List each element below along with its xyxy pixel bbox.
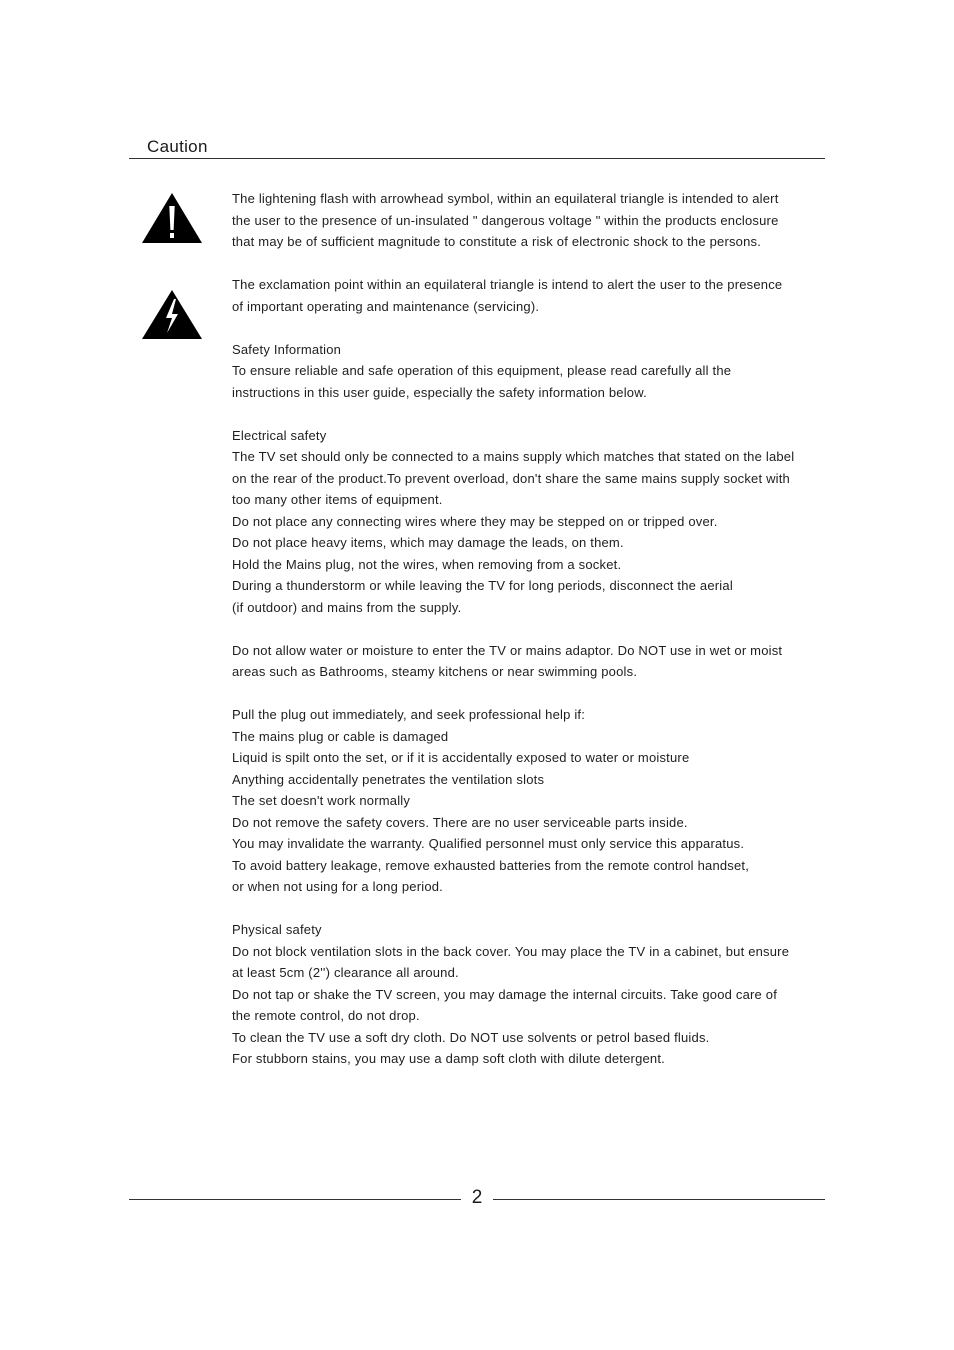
text-line: You may invalidate the warranty. Qualified personnel must only service this apparatus. — [232, 836, 745, 851]
text-line: The set doesn't work normally — [232, 793, 411, 808]
exclamation-triangle-icon — [141, 192, 203, 244]
footer-divider-left — [129, 1199, 461, 1200]
page-number: 2 — [471, 1187, 483, 1208]
text-line: Electrical safety — [232, 427, 327, 443]
text-line: areas such as Bathrooms, steamy kitchens or near swimming pools. — [232, 664, 638, 679]
text-line: Do not place any connecting wires where they may be stepped on or tripped over. — [232, 513, 718, 529]
paragraph-gap — [232, 683, 822, 705]
text-line: the user to the presence of un-insulated " dangerous voltage " within the products enclosure — [232, 212, 779, 228]
paragraph-gap — [232, 317, 822, 339]
paragraph — [232, 425, 822, 619]
paragraph-gap — [232, 898, 822, 920]
lightning-triangle-icon — [141, 289, 203, 340]
text-line: For stubborn stains, you may use a damp soft cloth with dilute detergent. — [232, 1051, 665, 1066]
paragraph — [232, 274, 822, 317]
text-line: Do not block ventilation slots in the back cover. You may place the TV in a cabinet, but ensure — [232, 943, 790, 959]
text-line: The TV set should only be connected to a mains supply which matches that stated on the label — [232, 449, 795, 464]
paragraph — [232, 339, 822, 404]
text-line: too many other items of equipment. — [232, 492, 443, 507]
text-line: on the rear of the product.To prevent overload, don't share the same mains supply socket with — [232, 470, 790, 486]
footer-divider-right — [493, 1199, 825, 1200]
title-divider — [129, 158, 825, 159]
text-line: the remote control, do not drop. — [232, 1008, 420, 1023]
text-line: The exclamation point within an equilateral triangle is intend to alert the user to the presence — [232, 277, 783, 292]
text-line: Hold the Mains plug, not the wires, when removing from a socket. — [232, 556, 622, 572]
text-line: To clean the TV use a soft dry cloth. Do NOT use solvents or petrol based fluids. — [232, 1029, 710, 1045]
text-line: or when not using for a long period. — [232, 879, 443, 894]
text-line: Do not tap or shake the TV screen, you may damage the internal circuits. Take good care of — [232, 986, 778, 1002]
paragraph-gap — [232, 403, 822, 425]
paragraph — [232, 919, 822, 1070]
text-line: Do not place heavy items, which may damage the leads, on them. — [232, 535, 624, 550]
paragraph-gap — [232, 618, 822, 640]
text-line: Liquid is spilt onto the set, or if it is accidentally exposed to water or moisture — [232, 750, 690, 765]
text-line: To avoid battery leakage, remove exhausted batteries from the remote control handset, — [232, 857, 750, 873]
text-line: Do not remove the safety covers. There are no user serviceable parts inside. — [232, 814, 688, 830]
text-line: instructions in this user guide, especially the safety information below. — [232, 384, 647, 400]
paragraph — [232, 188, 822, 253]
text-line: To ensure reliable and safe operation of this equipment, please read carefully all the — [232, 363, 732, 378]
paragraph-gap — [232, 253, 822, 275]
text-line: During a thunderstorm or while leaving the TV for long periods, disconnect the aerial — [232, 578, 733, 593]
paragraph — [232, 640, 822, 683]
text-line: The mains plug or cable is damaged — [232, 728, 449, 744]
text-line: The lightening flash with arrowhead symbol, within an equilateral triangle is intended to alert — [232, 191, 779, 206]
text-line: Pull the plug out immediately, and seek professional help if: — [232, 707, 586, 722]
text-line: Anything accidentally penetrates the ventilation slots — [232, 771, 545, 787]
text-line: of important operating and maintenance (servicing). — [232, 298, 540, 314]
page-title: Caution — [147, 137, 208, 156]
text-line: Physical safety — [232, 922, 322, 937]
caution-body — [232, 188, 822, 1070]
text-line: Do not allow water or moisture to enter the TV or mains adaptor. Do NOT use in wet or moist — [232, 642, 783, 658]
text-line: (if outdoor) and mains from the supply. — [232, 599, 462, 615]
text-line: Safety Information — [232, 341, 342, 357]
text-line: at least 5cm (2'') clearance all around. — [232, 965, 459, 980]
paragraph — [232, 704, 822, 898]
text-line: that may be of sufficient magnitude to constitute a risk of electronic shock to the persons. — [232, 234, 762, 249]
